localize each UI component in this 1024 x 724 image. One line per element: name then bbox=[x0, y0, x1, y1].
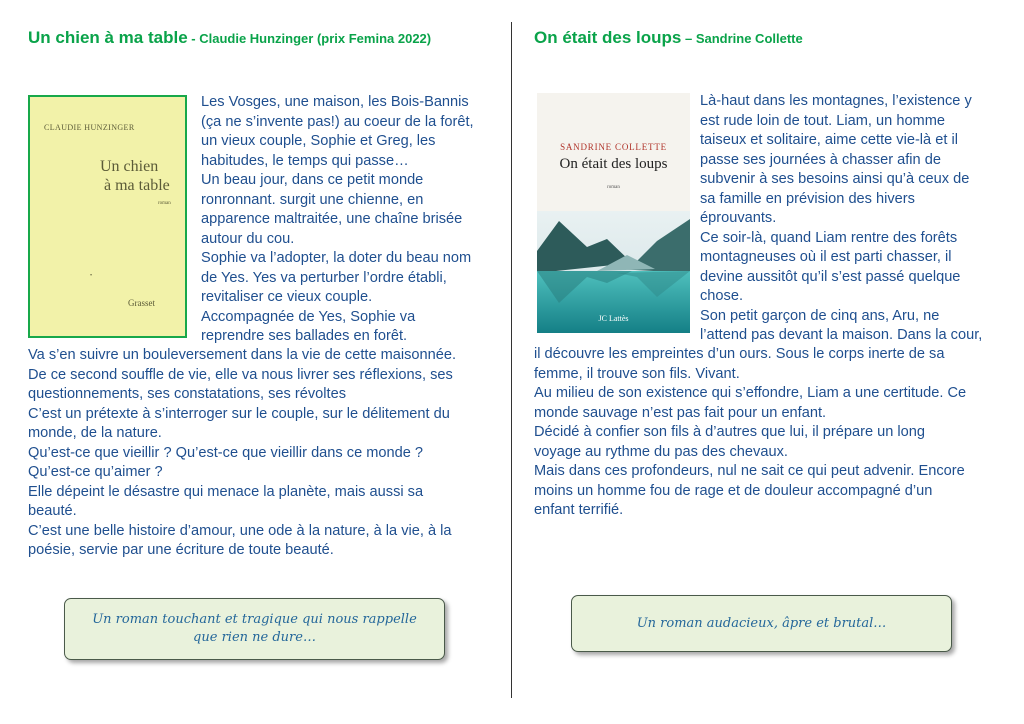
text-line: femme, il trouve son fils. Vivant. bbox=[534, 365, 740, 382]
left-book-author: - Claudie Hunzinger (prix Femina 2022) bbox=[187, 31, 432, 46]
left-review-full-text bbox=[28, 346, 490, 561]
text-line: De ce second souffle de vie, elle va nous livrer ses réflexions, ses bbox=[28, 366, 453, 383]
right-cover-publisher: JC Lattès bbox=[598, 314, 629, 323]
text-line: Va s’en suivre un bouleversement dans la vie de cette maisonnée. bbox=[28, 347, 457, 363]
text-line: Son petit garçon de cinq ans, Aru, ne bbox=[700, 307, 940, 324]
text-line: habitudes, le temps qui passe… bbox=[201, 152, 409, 169]
right-book-title bbox=[534, 28, 803, 48]
text-line: passe ses journées à chasser afin de bbox=[700, 151, 941, 168]
right-cover-author: SANDRINE COLLETTE bbox=[560, 142, 667, 152]
text-line: revitaliser ce vieux couple. bbox=[201, 289, 373, 305]
text-line: C’est un prétexte à s’interroger sur le couple, sur le délitement du bbox=[28, 405, 450, 422]
left-book-cover bbox=[28, 95, 187, 338]
right-review-wrap-text bbox=[700, 92, 996, 346]
text-line: monde, de la nature. bbox=[28, 425, 162, 441]
left-cover-title bbox=[100, 157, 170, 195]
text-line: est rude loin de tout. Liam, un homme bbox=[700, 112, 945, 129]
right-cover-title: On était des loups bbox=[559, 156, 668, 172]
left-quote-box bbox=[64, 598, 445, 660]
right-cover-genre: roman bbox=[607, 185, 620, 190]
left-cover-publisher: Grasset bbox=[128, 298, 155, 308]
text-line: C’est une belle histoire d’amour, une ode à la nature, à la vie, à la bbox=[28, 522, 452, 539]
text-line: Qu’est-ce que vieillir ? Qu’est-ce que vieillir dans ce monde ? bbox=[28, 444, 424, 461]
text-line: montagneuses où il est parti chasser, il bbox=[700, 249, 952, 265]
left-cover-mark: • bbox=[90, 273, 93, 279]
text-line: questionnements, ses constatations, ses révoltes bbox=[28, 386, 346, 402]
text-line: Un beau jour, dans ce petit monde bbox=[201, 172, 424, 188]
text-line: taiseux et solitaire, aime cette vie-là et il bbox=[700, 132, 958, 148]
text-line: chose. bbox=[700, 288, 743, 304]
text-line: ronronnant. surgit une chienne, en bbox=[201, 191, 424, 208]
text-line: il découvre les empreintes d’un ours. Sous le corps inerte de sa bbox=[534, 346, 945, 362]
text-line: sa famille en prévision des hivers bbox=[700, 190, 915, 207]
text-line: Elle dépeint le désastre qui menace la planète, mais aussi sa bbox=[28, 483, 424, 500]
text-line: apparence maltraitée, une chaîne brisée bbox=[201, 211, 463, 227]
text-line: Mais dans ces profondeurs, nul ne sait ce qui peut advenir. Encore bbox=[534, 463, 965, 479]
text-line: autour du cou. bbox=[201, 230, 295, 247]
left-book-title bbox=[28, 28, 431, 48]
text-line: reprendre ses ballades en forêt. bbox=[201, 328, 408, 344]
right-book-cover bbox=[537, 93, 690, 333]
right-quote-box bbox=[571, 595, 952, 652]
text-line: Ce soir-là, quand Liam rentre des forêts bbox=[700, 229, 958, 246]
left-cover-title-line2: à ma table bbox=[104, 177, 170, 194]
text-line: (ça ne s’invente pas!) au coeur de la forêt, bbox=[201, 113, 474, 130]
left-quote-line1: Un roman touchant et tragique qui nous rappelle bbox=[92, 612, 417, 627]
right-review-full-text bbox=[534, 345, 996, 521]
text-line: Sophie va l’adopter, la doter du beau nom bbox=[201, 250, 472, 266]
text-line: de Yes. Yes va perturber l’ordre établi, bbox=[201, 269, 447, 286]
text-line: l’attend pas devant la maison. Dans la cour, bbox=[700, 327, 983, 343]
text-line: enfant terrifié. bbox=[534, 502, 624, 518]
text-line: voyage au rythme du pas des chevaux. bbox=[534, 443, 788, 460]
text-line: moins un homme fou de rage et de douleur accompagné d’un bbox=[534, 482, 933, 499]
text-line: Au milieu de son existence qui s’effondre, Liam a une certitude. Ce bbox=[534, 385, 967, 401]
text-line: subvenir à ses besoins ainsi qu’à ceux de bbox=[700, 171, 970, 187]
text-line: Là-haut dans les montagnes, l’existence y bbox=[700, 93, 972, 109]
column-divider bbox=[511, 22, 512, 698]
left-review-wrap-text bbox=[201, 93, 491, 347]
text-line: beauté. bbox=[28, 503, 77, 519]
text-line: éprouvants. bbox=[700, 210, 777, 226]
left-quote-line2: que rien ne dure… bbox=[193, 630, 316, 645]
text-line: poésie, servie par une écriture de toute beauté. bbox=[28, 542, 334, 558]
left-cover-author: CLAUDIE HUNZINGER bbox=[44, 123, 135, 132]
text-line: monde sauvage n’est pas fait pour un enfant. bbox=[534, 404, 827, 421]
text-line: Qu’est-ce qu’aimer ? bbox=[28, 464, 163, 480]
text-line: un vieux couple, Sophie et Greg, les bbox=[201, 133, 436, 149]
left-book-title-text: Un chien à ma table bbox=[28, 28, 188, 47]
right-book-title-text: On était des loups bbox=[534, 28, 682, 47]
right-book-author: – Sandrine Collette bbox=[681, 31, 803, 46]
text-line: Accompagnée de Yes, Sophie va bbox=[201, 308, 416, 325]
text-line: Les Vosges, une maison, les Bois-Bannis bbox=[201, 94, 469, 110]
right-quote-text: Un roman audacieux, âpre et brutal… bbox=[636, 615, 887, 631]
left-cover-title-line1: Un chien bbox=[100, 158, 159, 175]
text-line: devine aussitôt qu’il s’est passé quelque bbox=[700, 268, 961, 285]
text-line: Décidé à confier son fils à d’autres que lui, il prépare un long bbox=[534, 424, 926, 440]
left-cover-genre: roman bbox=[158, 201, 171, 206]
